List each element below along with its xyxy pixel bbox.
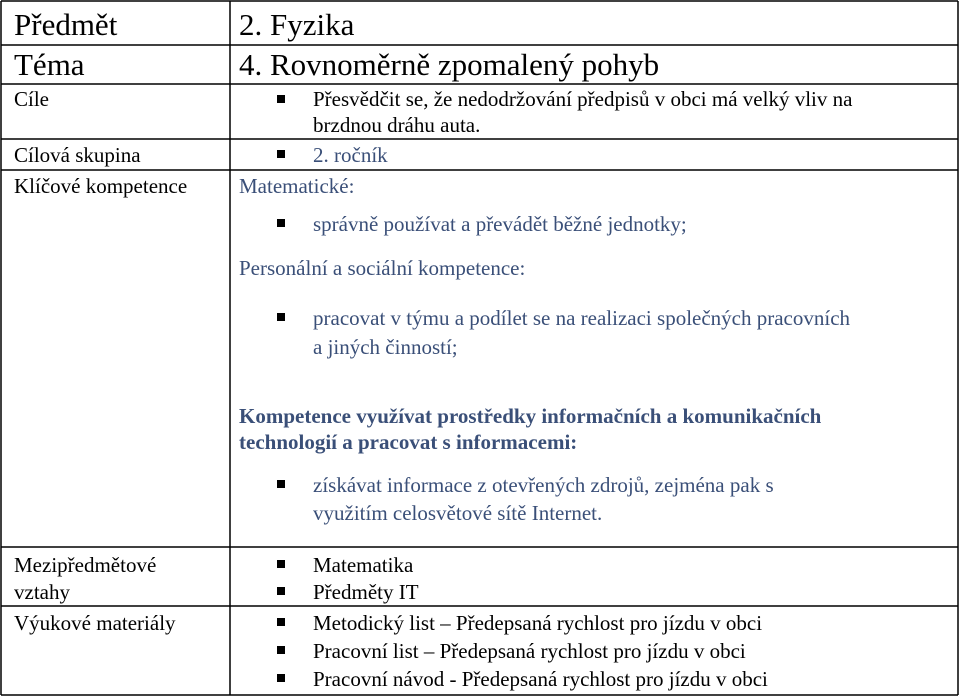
bullet-icon xyxy=(277,150,285,158)
label-cilova-skupina: Cílová skupina xyxy=(14,143,141,167)
material-item: Metodický list – Předepsaná rychlost pro jízdu v obci xyxy=(313,611,763,635)
kompetence-informacni-heading-line1: Kompetence využívat prostředky informačních a komunikačních xyxy=(239,404,822,428)
bullet-icon xyxy=(277,674,285,682)
label-vztahy: vztahy xyxy=(14,580,70,604)
kompetence-matematicke-item: správně používat a převádět běžné jednotky; xyxy=(313,212,687,236)
kompetence-informacni-item-line2: využitím celosvětové sítě Internet. xyxy=(313,501,603,525)
label-cile: Cíle xyxy=(14,87,49,111)
bullet-icon xyxy=(277,618,285,626)
label-mezipredmetove: Mezipředmětové xyxy=(14,553,157,577)
cile-text-line2: brzdnou dráhu auta. xyxy=(313,113,481,137)
kompetence-informacni-heading-line2: technologií a pracovat s informacemi: xyxy=(239,430,578,454)
material-item: Pracovní list – Předepsaná rychlost pro jízdu v obci xyxy=(313,639,746,663)
value-predmet: 2. Fyzika xyxy=(239,7,355,42)
kompetence-informacni-item-line1: získávat informace z otevřených zdrojů, zejména pak s xyxy=(313,473,774,497)
material-item: Pracovní návod - Předepsaná rychlost pro jízdu v obci xyxy=(313,667,768,691)
vztahy-item: Matematika xyxy=(313,553,414,577)
bullet-icon xyxy=(277,587,285,595)
bullet-icon xyxy=(277,560,285,568)
kompetence-personalni-heading: Personální a sociální kompetence: xyxy=(239,256,526,280)
value-tema: 4. Rovnoměrně zpomalený pohyb xyxy=(239,47,660,82)
kompetence-matematicke-heading: Matematické: xyxy=(239,174,355,198)
vztahy-item: Předměty IT xyxy=(313,580,419,604)
label-predmet: Předmět xyxy=(14,7,118,42)
bullet-icon xyxy=(277,219,285,227)
cilova-skupina-value: 2. ročník xyxy=(313,143,388,167)
kompetence-personalni-item-line1: pracovat v týmu a podílet se na realizaci společných pracovních xyxy=(313,306,851,330)
label-tema: Téma xyxy=(14,47,85,82)
bullet-icon xyxy=(277,646,285,654)
bullet-icon xyxy=(277,95,285,103)
label-klicove-kompetence: Klíčové kompetence xyxy=(14,174,188,198)
bullet-icon xyxy=(277,313,285,321)
label-vyukove-materialy: Výukové materiály xyxy=(14,611,176,635)
bullet-icon xyxy=(277,480,285,488)
kompetence-personalni-item-line2: a jiných činností; xyxy=(313,335,458,359)
cile-text-line1: Přesvědčit se, že nedodržování předpisů v obci má velký vliv na xyxy=(313,87,853,111)
